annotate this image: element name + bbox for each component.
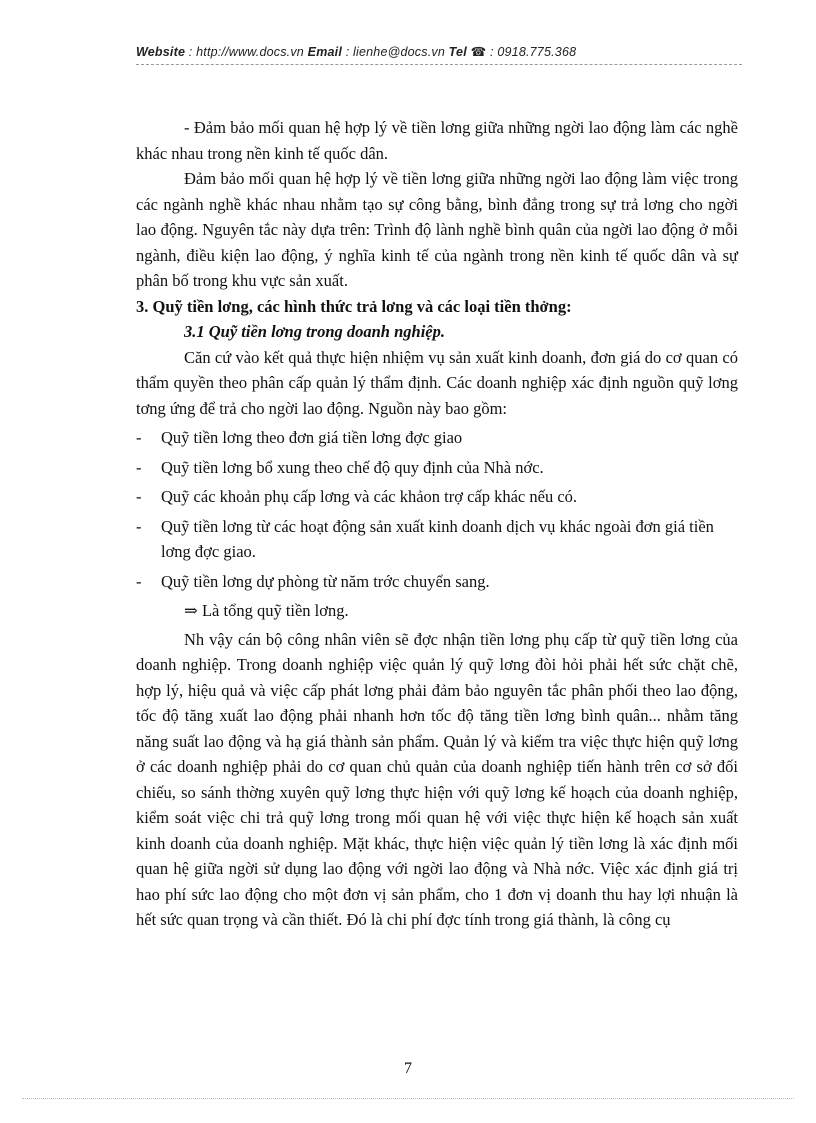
list-item-text: Quỹ các khoản phụ cấp lơng và các khảon trợ cấp khác nếu có. xyxy=(161,487,578,506)
list-item-text: Quỹ tiền lơng theo đơn giá tiền lơng đợc giao xyxy=(161,428,463,447)
tel-label: Tel xyxy=(448,45,467,59)
tel-number: : 0918.775.368 xyxy=(490,45,577,59)
list-item xyxy=(136,569,738,595)
list-item xyxy=(136,484,738,510)
phone-icon: ☎ xyxy=(470,45,487,59)
bullet-dash: - xyxy=(136,457,142,477)
paragraph-4: Nh vậy cán bộ công nhân viên sẽ đợc nhận tiền lơng phụ cấp từ quỹ tiền lơng của doanh nghiệp. Trong doanh nghiệp việc quản lý quỹ lơng đòi hỏi phải hết sức chặt chẽ, hợp lý, hiệu quả và việc cấp phát lơng phải đảm bảo nguyên tắc phân phối theo lao động, tốc độ tăng xuất lao động phải nhanh hơn tốc độ tăng tiền lơng bình quân... nhằm tăng năng suất lao động và hạ giá thành sản phẩm. Quản lý và kiểm tra việc thực hiện quỹ lơng ở các doanh nghiệp phải do cơ quan chủ quản của doanh nghiệp tiến hành trên cơ sở đối chiếu, so sánh thờng xuyên quỹ lơng thực hiện với quỹ lơng kế hoạch của doanh nghiệp, kiểm soát việc chi trả quỹ lơng trong mối quan hệ với việc thực hiện kế hoạch sản xuất kinh doanh của doanh nghiệp. Mặt khác, thực hiện việc quản lý tiền lơng là xác định mối quan hệ giữa ngời sử dụng lao động với ngời lao động và Nhà nớc. Việc xác định giá trị hao phí sức lao động cho một đơn vị sản phẩm, cho 1 đơn vị doanh thu hay lợi nhuận là hết sức quan trọng và cần thiết. Đó là chi phí đợc tính trong giá thành, là công cụ xyxy=(136,629,738,929)
email-address[interactable]: : lienhe@docs.vn xyxy=(345,45,445,59)
bullet-dash: - xyxy=(136,428,142,447)
implies-arrow-icon: ⇒ xyxy=(184,601,198,620)
list-item-text: Quỹ tiền lơng dự phòng từ năm trớc chuyển sang. xyxy=(161,571,490,591)
list-item-text: Quỹ tiền lơng từ các hoạt động sản xuất kinh doanh dịch vụ khác ngoài đơn giá tiền lơng đợc giao. xyxy=(161,516,714,561)
section-subheading: 3.1 Quỹ tiền lơng trong doanh nghiệp. xyxy=(184,322,445,341)
bullet-dash: - xyxy=(136,516,142,536)
website-label: Website xyxy=(136,45,186,59)
list-item-text: Quỹ tiền lơng bổ xung theo chế độ quy định của Nhà nớc. xyxy=(161,457,544,477)
page-header xyxy=(136,44,742,59)
section-heading: 3. Quỹ tiền lơng, các hình thức trả lơng và các loại tiền thởng: xyxy=(136,296,572,316)
list-item xyxy=(136,455,738,481)
summary-line xyxy=(184,598,738,624)
paragraph-3: Căn cứ vào kết quả thực hiện nhiệm vụ sản xuất kinh doanh, đơn giá do cơ quan có thẩm quyền theo phân cấp quản lý thẩm định. Các doanh nghiệp xác định nguồn quỹ lơng tơng ứng để trả cho ngời lao động. Nguồn này bao gồm: xyxy=(136,347,738,418)
paragraph-2: Đảm bảo mối quan hệ hợp lý về tiền lơng giữa những ngời lao động làm việc trong các ngành nghề khác nhau nhằm tạo sự công bằng, bình đẳng trong sự trả lơng cho ngời lao động. Nguyên tắc này dựa trên: Trình độ lành nghề bình quân của ngời lao động ở mỗi ngành, điều kiện lao động, ý nghĩa kinh tế của ngành trong nền kinh tế quốc dân và sự phân bố trong khu vực sản xuất. xyxy=(136,169,738,290)
summary-text: Là tổng quỹ tiền lơng. xyxy=(201,601,349,620)
email-label: Email xyxy=(307,45,343,59)
bullet-dash: - xyxy=(136,571,142,591)
header-divider xyxy=(136,64,742,65)
document-body xyxy=(136,115,738,933)
paragraph-1: - Đảm bảo mối quan hệ hợp lý về tiền lơng giữa những ngời lao động làm các nghề khác nhau trong nền kinh tế quốc dân. xyxy=(136,118,738,163)
website-url[interactable]: : http://www.docs.vn xyxy=(188,45,304,59)
list-item xyxy=(136,425,738,451)
footer-divider xyxy=(22,1098,794,1099)
list-item xyxy=(136,514,738,565)
bullet-dash: - xyxy=(136,487,142,506)
page-number: 7 xyxy=(404,1060,412,1077)
